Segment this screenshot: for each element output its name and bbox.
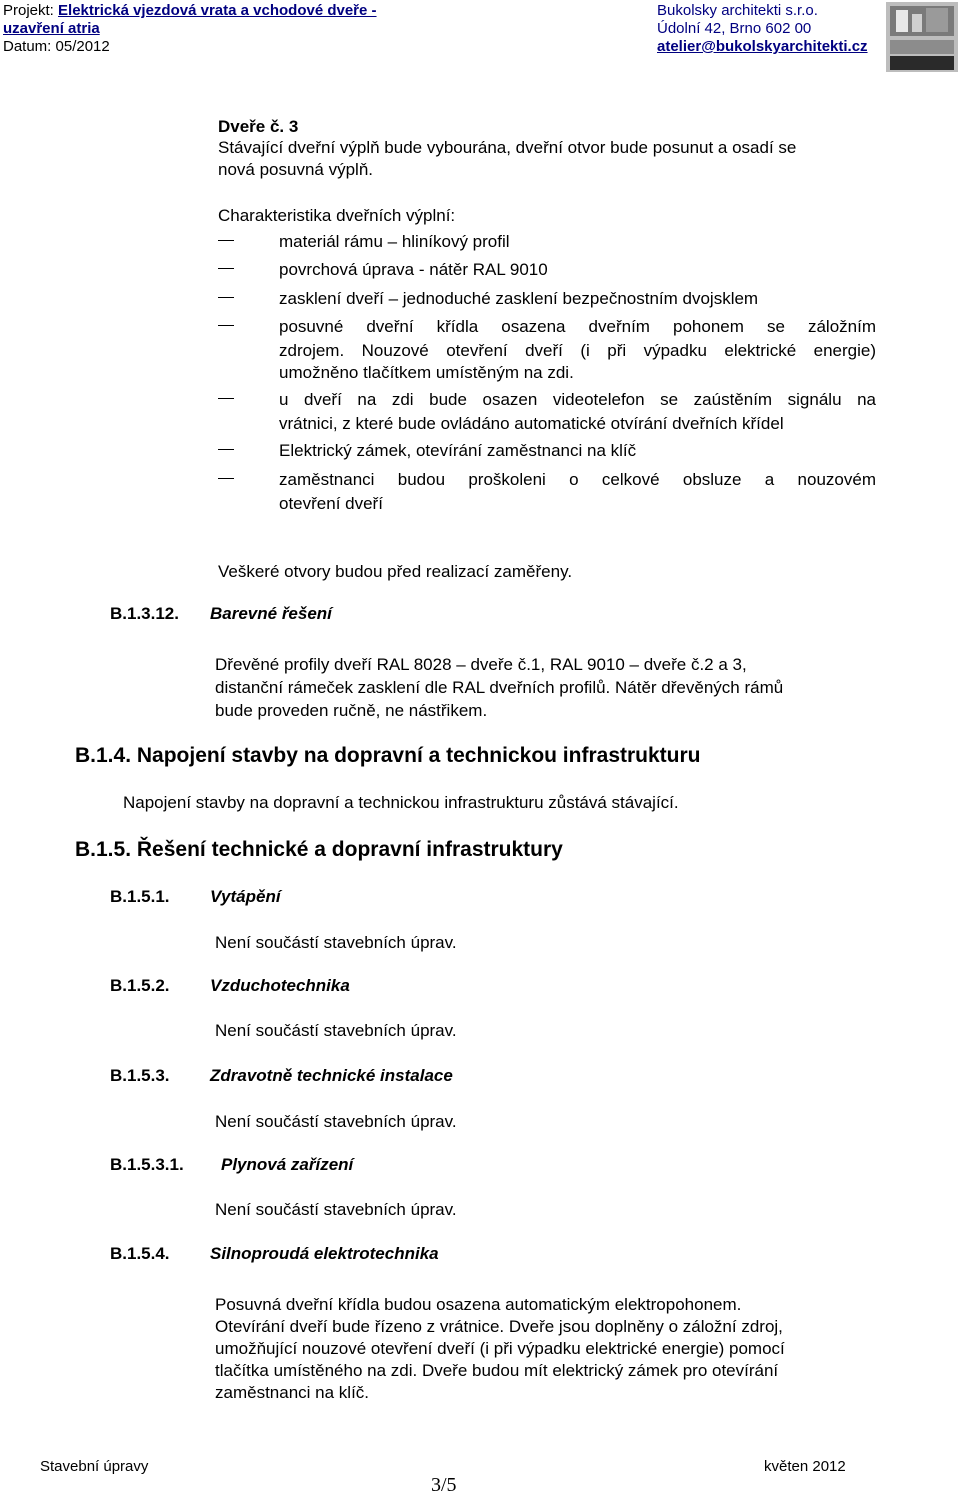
bullet-dash (218, 240, 234, 241)
bullet-dash (218, 297, 234, 298)
company-email-link[interactable]: atelier@bukolskyarchitekti.cz (657, 38, 868, 55)
section-title: Napojení stavby na dopravní a technickou infrastrukturu (136, 744, 701, 767)
section-number: B.1.3.12. (110, 604, 179, 623)
subsection-number: B.1.5.2. (110, 976, 170, 995)
section-number: B.1.4. (75, 744, 132, 767)
subsection-title-gas: Plynová zařízení (221, 1155, 354, 1174)
page-number: 3/5 (431, 1474, 457, 1496)
door3-title: Dveře č. 3 (218, 117, 299, 136)
subsection-title-electrical: Silnoproudá elektrotechnika (210, 1244, 439, 1263)
color-scheme-line1: Dřevěné profily dveří RAL 8028 – dveře č.1, RAL 9010 – dveře č.2 a 3, (215, 655, 747, 674)
characteristics-heading: Charakteristika dveřních výplní: (218, 206, 456, 225)
bullet-sliding-wings-line2: zdrojem. Nouzové otevření dveří (i při výpadku elektrické energie) (279, 341, 876, 360)
subsection-text: Není součástí stavebních úprav. (215, 1021, 457, 1040)
header-project (3, 2, 377, 56)
color-scheme-line2: distanční rámeček zasklení dle RAL dveřních profilů. Nátěr dřevěných rámů (215, 678, 784, 697)
project-title-line1[interactable]: Elektrická vjezdová vrata a vchodové dveře - (58, 2, 377, 19)
header-date: Datum: 05/2012 (3, 38, 110, 55)
bullet-dash (218, 478, 234, 479)
color-scheme-line3: bude proveden ručně, ne nástřikem. (215, 701, 488, 720)
electrical-text-line1: Posuvná dveřní křídla budou osazena automatickým elektropohonem. (215, 1295, 742, 1314)
section-title: Řešení technické a dopravní infrastruktury (136, 838, 563, 861)
bullet-sliding-wings-line3: umožněno tlačítkem umístěným na zdi. (279, 363, 574, 382)
subsection-number: B.1.5.3.1. (110, 1155, 184, 1174)
subsection-text: Není součástí stavebních úprav. (215, 1112, 457, 1131)
subsection-title-heating: Vytápění (210, 887, 281, 906)
bullet-glazing: zasklení dveří – jednoduché zasklení bezpečnostním dvojsklem (279, 289, 759, 308)
electrical-text-line2: Otevírání dveří bude řízeno z vrátnice. Dveře jsou doplněny o záložní zdroj, (215, 1317, 783, 1336)
company-address: Údolní 42, Brno 602 00 (657, 20, 812, 37)
bullet-frame-material: materiál rámu – hliníkový profil (279, 232, 510, 251)
bullet-staff-training-line2: otevření dveří (279, 494, 383, 513)
bullet-staff-training-line1: zaměstnanci budou proškoleni o celkové obsluze a nouzovém (279, 470, 876, 489)
subsection-number: B.1.5.4. (110, 1244, 170, 1263)
bullet-sliding-wings-line1: posuvné dveřní křídla osazena dveřním pohonem se záložním (279, 317, 876, 336)
project-prefix: Projekt: (3, 2, 59, 19)
bullet-dash (218, 398, 234, 399)
project-title-line2[interactable]: uzavření atria (3, 20, 100, 37)
bullet-dash (218, 268, 234, 269)
measure-note: Veškeré otvory budou před realizací zaměřeny. (218, 562, 573, 581)
b14-text: Napojení stavby na dopravní a technickou infrastrukturu zůstává stávající. (123, 793, 679, 812)
subsection-title-ventilation: Vzduchotechnika (210, 976, 350, 995)
bullet-surface-finish: povrchová úprava - nátěr RAL 9010 (279, 260, 548, 279)
door3-text-line2: nová posuvná výplň. (218, 160, 373, 179)
section-title-color-scheme: Barevné řešení (210, 604, 332, 623)
company-logo (886, 2, 958, 72)
bullet-videophone-line1: u dveří na zdi bude osazen videotelefon se zaústěním signálu na (279, 390, 876, 409)
bullet-dash (218, 325, 234, 326)
section-heading-b14 (75, 743, 701, 769)
bullet-electric-lock: Elektrický zámek, otevírání zaměstnanci na klíč (279, 441, 637, 460)
subsection-number: B.1.5.1. (110, 887, 170, 906)
subsection-number: B.1.5.3. (110, 1066, 170, 1085)
subsection-text: Není součástí stavebních úprav. (215, 933, 457, 952)
subsection-title-plumbing: Zdravotně technické instalace (210, 1066, 453, 1085)
section-heading-b15 (75, 837, 563, 863)
subsection-text: Není součástí stavebních úprav. (215, 1200, 457, 1219)
footer-left: Stavební úpravy (40, 1458, 149, 1475)
bullet-videophone-line2: vrátnici, z které bude ovládáno automatické otvírání dveřních křídel (279, 414, 784, 433)
footer-date: květen 2012 (764, 1458, 846, 1475)
electrical-text-line5: zaměstnanci na klíč. (215, 1383, 370, 1402)
section-number: B.1.5. (75, 838, 132, 861)
company-name: Bukolsky architekti s.r.o. (657, 2, 818, 19)
logo-graphic (886, 2, 958, 72)
electrical-text-line3: umožňující nouzové otevření dveří (i při výpadku elektrické energie) pomocí (215, 1339, 785, 1358)
electrical-text-line4: tlačítka umístěného na zdi. Dveře budou mít elektrický zámek pro otevírání (215, 1361, 779, 1380)
bullet-dash (218, 449, 234, 450)
header-company (657, 2, 868, 56)
door3-text-line1: Stávající dveřní výplň bude vybourána, dveřní otvor bude posunut a osadí se (218, 138, 797, 157)
